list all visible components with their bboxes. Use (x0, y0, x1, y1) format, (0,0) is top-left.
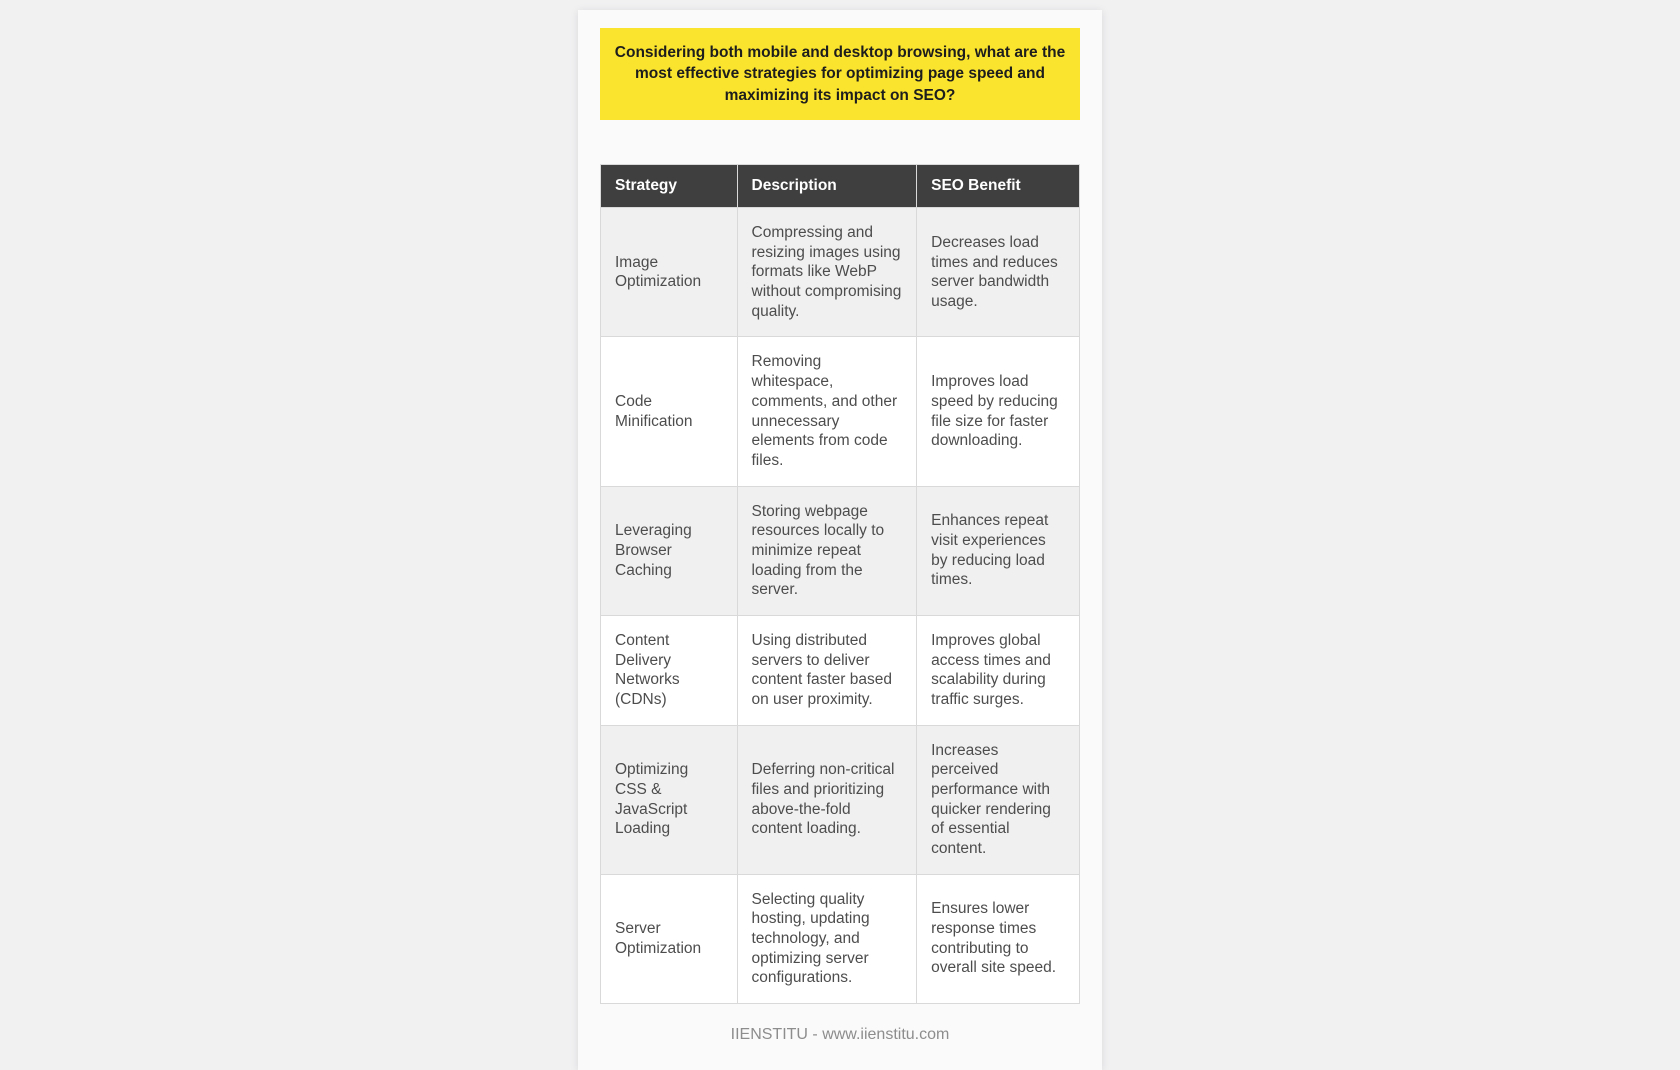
cell-seo-benefit: Improves load speed by reducing file size for faster downloading. (917, 337, 1080, 486)
table-row (601, 874, 1080, 1003)
table-row (601, 337, 1080, 486)
column-header-strategy: Strategy (601, 165, 738, 208)
table-row (601, 486, 1080, 615)
cell-strategy: Server Optimization (601, 874, 738, 1003)
content-card (578, 10, 1102, 1070)
cell-seo-benefit: Improves global access times and scalability during traffic surges. (917, 615, 1080, 725)
cell-description: Selecting quality hosting, updating technology, and optimizing server configurations. (737, 874, 917, 1003)
question-highlight (600, 28, 1080, 120)
cell-description: Deferring non-critical files and prioritizing above-the-fold content loading. (737, 725, 917, 874)
table-header-row (601, 165, 1080, 208)
cell-strategy: Image Optimization (601, 208, 738, 337)
cell-description: Using distributed servers to deliver content faster based on user proximity. (737, 615, 917, 725)
cell-description: Removing whitespace, comments, and other unnecessary elements from code files. (737, 337, 917, 486)
cell-description: Compressing and resizing images using formats like WebP without compromising quality. (737, 208, 917, 337)
cell-strategy: Content Delivery Networks (CDNs) (601, 615, 738, 725)
cell-seo-benefit: Decreases load times and reduces server bandwidth usage. (917, 208, 1080, 337)
column-header-seo-benefit: SEO Benefit (917, 165, 1080, 208)
table-row (601, 615, 1080, 725)
table-row (601, 725, 1080, 874)
cell-seo-benefit: Increases perceived performance with quicker rendering of essential content. (917, 725, 1080, 874)
cell-seo-benefit: Ensures lower response times contributing to overall site speed. (917, 874, 1080, 1003)
question-text: Considering both mobile and desktop browsing, what are the most effective strategies for optimizing page speed and maximizing its impact on SEO? (614, 44, 1066, 104)
column-header-description: Description (737, 165, 917, 208)
cell-strategy: Leveraging Browser Caching (601, 486, 738, 615)
cell-description: Storing webpage resources locally to minimize repeat loading from the server. (737, 486, 917, 615)
table-row (601, 208, 1080, 337)
footer-credit: IIENSTITU - www.iienstitu.com (730, 1025, 950, 1043)
cell-strategy: Code Minification (601, 337, 738, 486)
cell-seo-benefit: Enhances repeat visit experiences by reducing load times. (917, 486, 1080, 615)
strategies-table (600, 164, 1080, 1004)
cell-strategy: Optimizing CSS & JavaScript Loading (601, 725, 738, 874)
